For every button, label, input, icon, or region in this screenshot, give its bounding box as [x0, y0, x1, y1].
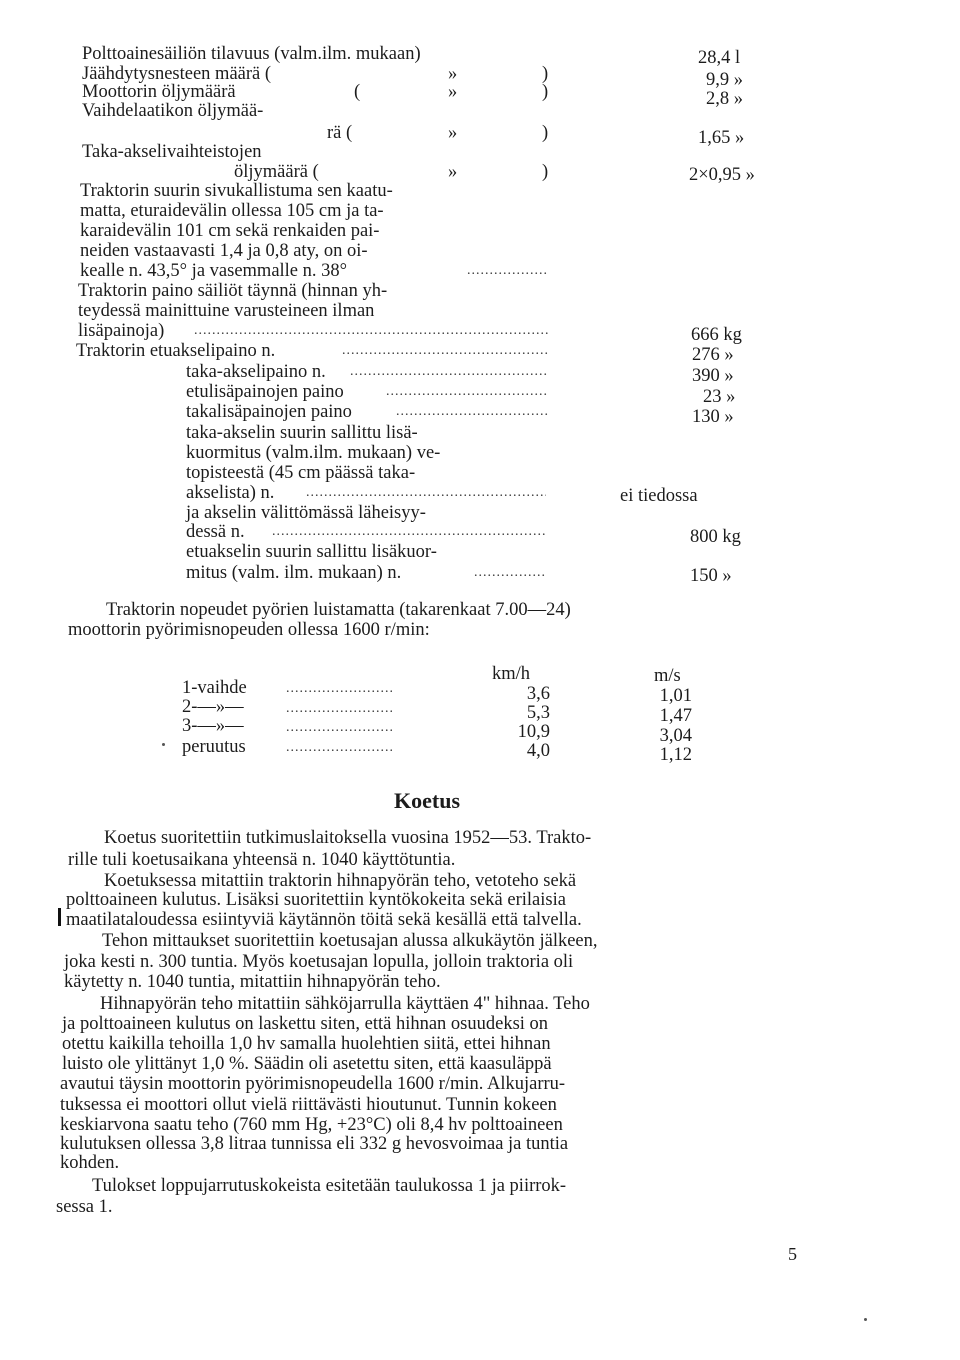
open-paren: ( [354, 82, 361, 102]
value-front-axle-weight: 276 » [692, 345, 734, 365]
paragraph-line: käytetty n. 1040 tuntia, mitattiin hihnapyörän teho. [64, 972, 441, 992]
dot-leader [286, 738, 392, 758]
col-header-kmh: km/h [492, 664, 531, 684]
dot-leader [272, 522, 546, 542]
value-fuel-tank: 28,4 l [698, 48, 741, 68]
dot-leader [474, 563, 546, 583]
dot-leader [342, 341, 548, 361]
dot-leader [396, 402, 548, 422]
paragraph-line: otettu kaikilla tehoilla 1,0 hv samalla huolehtien siitä, ettei hihnan [62, 1034, 551, 1054]
value-rear-load: ei tiedossa [620, 486, 698, 506]
paragraph-line: Koetus suoritettiin tutkimuslaitoksella vuosina 1952—53. Trakto- [104, 828, 592, 848]
scan-speck [864, 1318, 867, 1321]
gear-ms: 1,47 [659, 706, 692, 726]
spec-tilt-line5: kealle n. 43,5° ja vasemmalle n. 38° [80, 261, 348, 281]
spec-tilt-line2: matta, eturaidevälin ollessa 105 cm ja ta- [80, 201, 384, 221]
gear-label: 1-vaihde [182, 678, 247, 698]
ditto-mark: » [448, 82, 458, 102]
close-paren: ) [542, 64, 549, 84]
spec-engine-oil: Moottorin öljymäärä [82, 82, 236, 102]
paragraph-line: tuksessa ei moottori ollut vielä riittävästi hioutunut. Tunnin kokeen [60, 1095, 557, 1115]
spec-front-load-line2: mitus (valm. ilm. mukaan) n. [186, 563, 402, 583]
spec-tilt-line1: Traktorin suurin sivukallistuma sen kaatu- [80, 181, 393, 201]
paragraph-line: ja polttoaineen kulutus on laskettu siten, että hihnan osuudeksi on [62, 1014, 549, 1034]
paragraph-line: Tulokset loppujarrutuskokeista esitetään taulukossa 1 ja piirrok- [92, 1176, 567, 1196]
spec-rear-axle-oil: Taka-akselivaihteistojen [82, 142, 262, 162]
spec-front-ballast: etulisäpainojen paino [186, 382, 344, 402]
value-rear-axle-weight: 390 » [692, 366, 734, 386]
paragraph-line: polttoaineen kulutus. Lisäksi suoritettiin kyntökokeita sekä erilaisia [66, 890, 566, 910]
paragraph-line: keskiarvona saatu teho (760 mm Hg, +23°C) oli 8,4 hv polttoaineen [60, 1115, 563, 1135]
paragraph-line: Tehon mittaukset suoritettiin koetusajan alussa alkukäytön jälkeen, [102, 931, 598, 951]
dot-leader [286, 699, 392, 719]
value-coolant: 9,9 » [706, 70, 743, 90]
spec-front-axle-weight: Traktorin etuakselipaino n. [76, 341, 276, 361]
paragraph-line: kohden. [60, 1153, 120, 1173]
paragraph-line: sessa 1. [56, 1197, 113, 1217]
dot-leader [194, 321, 548, 341]
value-rear-axle-oil: 2×0,95 » [689, 165, 755, 185]
spec-rear-load-line2: kuormitus (valm.ilm. mukaan) ve- [186, 443, 441, 463]
spec-rear-ballast: takalisäpainojen paino [186, 402, 352, 422]
value-front-ballast: 23 » [703, 387, 736, 407]
spec-fuel-tank: Polttoainesäiliön tilavuus (valm.ilm. mukaan) [82, 44, 421, 64]
dot-leader [350, 362, 548, 382]
spec-rear-load-line4: akselista) n. [186, 483, 275, 503]
spec-rear-load-line1: taka-akselin suurin sallittu lisä- [186, 423, 418, 443]
paragraph-line: avautui täysin moottorin pyörimisnopeudella 1600 r/min. Alkujarru- [60, 1074, 566, 1094]
value-engine-oil: 2,8 » [706, 89, 743, 109]
gear-kmh: 4,0 [526, 741, 550, 761]
close-paren: ) [542, 82, 549, 102]
ditto-mark: » [448, 162, 458, 182]
value-rear-ballast: 130 » [692, 407, 734, 427]
gear-kmh: 10,9 [517, 722, 550, 742]
value-front-load: 150 » [690, 566, 732, 586]
spec-rear-load-line3: topisteestä (45 cm päässä taka- [186, 463, 416, 483]
page-number: 5 [788, 1244, 797, 1264]
paragraph-line: joka kesti n. 300 tuntia. Myös koetusajan lopulla, jolloin traktoria oli [64, 952, 574, 972]
paragraph-line: Koetuksessa mitattiin traktorin hihnapyörän teho, vetoteho sekä [104, 871, 577, 891]
dot-leader [467, 261, 547, 281]
spec-coolant: Jäähdytysnesteen määrä ( [82, 64, 272, 84]
col-header-ms: m/s [654, 666, 681, 686]
ditto-mark: » [448, 123, 458, 143]
spec-weight-line1: Traktorin paino säiliöt täynnä (hinnan yh- [78, 281, 388, 301]
dot-leader [286, 718, 392, 738]
dot-leader [286, 679, 392, 699]
paragraph-line: luisto ole ylittänyt 1,0 %. Säädin oli asetettu siten, että kaasuläppä [62, 1054, 552, 1074]
gear-ms: 1,01 [659, 686, 692, 706]
spec-front-load-line1: etuakselin suurin sallittu lisäkuor- [186, 542, 437, 562]
gear-ms: 3,04 [659, 726, 692, 746]
gear-label: peruutus [182, 737, 246, 757]
close-paren: ) [542, 162, 549, 182]
gear-label: 2-—»— [182, 697, 244, 717]
spec-rear-axle-weight: taka-akselipaino n. [186, 362, 326, 382]
scan-mark [58, 908, 61, 926]
value-gearbox-oil: 1,65 » [698, 128, 745, 148]
spec-rear-axle-oil-cont: öljymäärä ( [234, 162, 319, 182]
spec-tilt-line3: karaidevälin 101 cm sekä renkaiden pai- [80, 221, 380, 241]
dot-leader [306, 483, 546, 503]
paragraph-line: Hihnapyörän teho mitattiin sähköjarrulla käyttäen 4" hihnaa. Teho [100, 994, 590, 1014]
gear-ms: 1,12 [659, 745, 692, 765]
spec-rear-load-line6: dessä n. [186, 522, 245, 542]
paragraph-line: maatilataloudessa esiintyviä käytännön töitä sekä kesällä että talvella. [66, 910, 582, 930]
ditto-mark: » [448, 64, 458, 84]
speeds-intro-line2: moottorin pyörimisnopeuden ollessa 1600 r/min: [68, 620, 430, 640]
gear-kmh: 3,6 [526, 684, 550, 704]
scan-speck [162, 743, 165, 746]
spec-tilt-line4: neiden vastaavasti 1,4 ja 0,8 aty, on oi- [80, 241, 368, 261]
close-paren: ) [542, 123, 549, 143]
gear-kmh: 5,3 [526, 703, 550, 723]
spec-rear-load-line5: ja akselin välittömässä läheisyy- [186, 503, 426, 523]
paragraph-line: kulutuksen ollessa 3,8 litraa tunnissa eli 332 g hevosvoimaa ja tuntia [60, 1134, 569, 1154]
speeds-intro-line1: Traktorin nopeudet pyörien luistamatta (takarenkaat 7.00—24) [106, 600, 571, 620]
section-heading: Koetus [394, 788, 460, 813]
value-rear-load-near: 800 kg [690, 527, 741, 547]
dot-leader [386, 382, 548, 402]
paragraph-line: rille tuli koetusaikana yhteensä n. 1040 käyttötuntia. [68, 850, 456, 870]
spec-weight-line3: lisäpainoja) [78, 321, 165, 341]
gear-label: 3-—»— [182, 716, 244, 736]
spec-weight-line2: teydessä mainittuine varusteineen ilman [78, 301, 375, 321]
spec-gearbox-oil-cont: rä ( [327, 123, 353, 143]
spec-gearbox-oil: Vaihdelaatikon öljymää- [82, 101, 264, 121]
value-tractor-weight: 666 kg [691, 325, 742, 345]
